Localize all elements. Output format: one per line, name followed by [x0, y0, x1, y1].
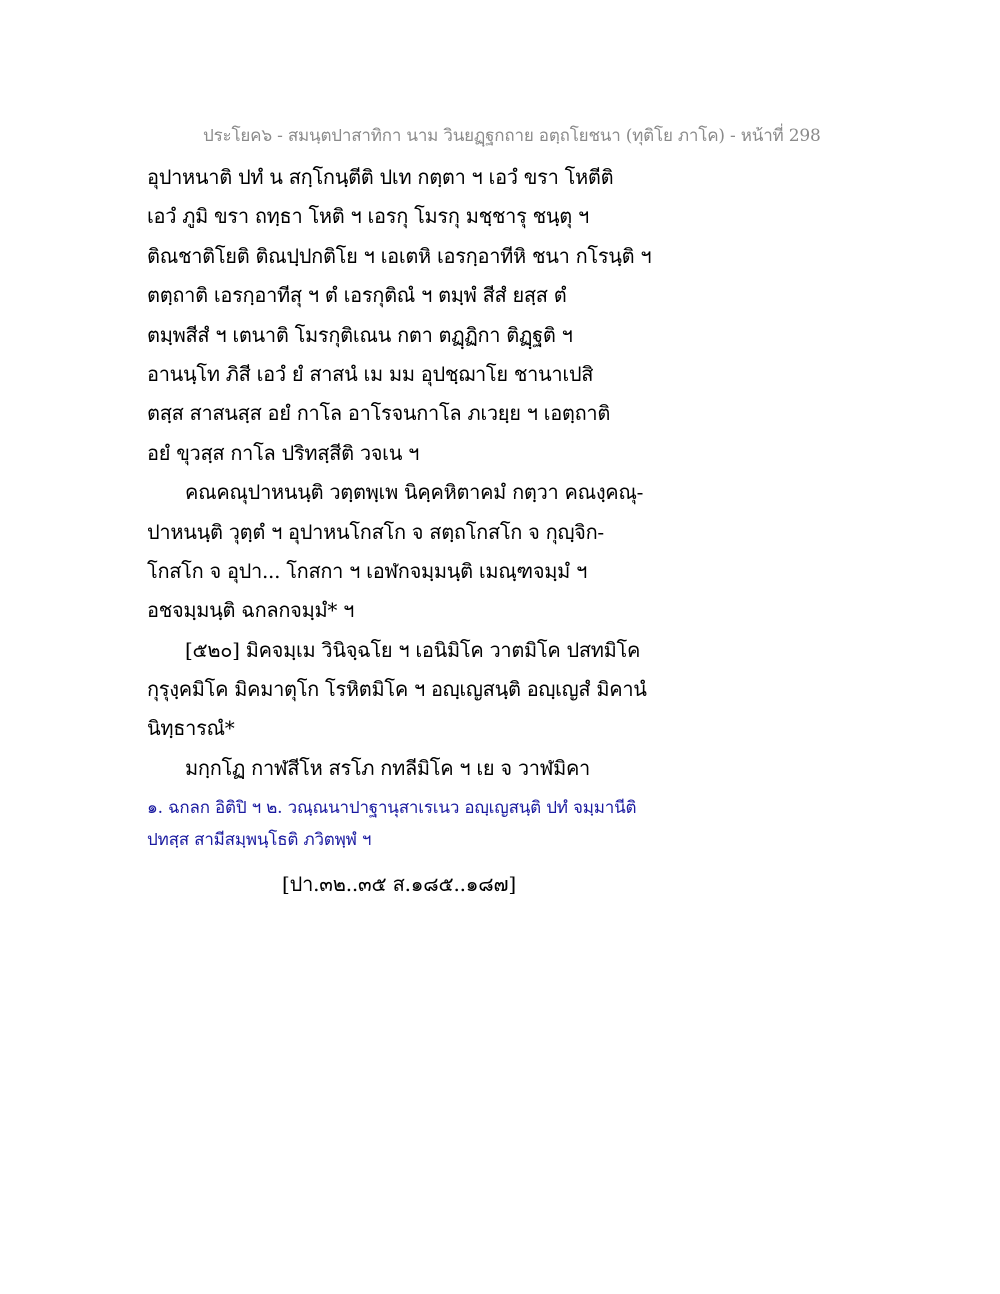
text-line: คณคณุปาหนนฺติ วตฺตพฺเพ นิคฺคหิตาคมํ กตฺวา คณงฺคณุ-	[185, 480, 644, 505]
text-line: เอวํ ภูมิ ขรา ถทฺธา โหติ ฯ เอรกุ โมรกุ มชฺชารุ ชนฺตุ ฯ	[147, 204, 589, 229]
text-line: อุปาหนาติ ปทํ น สกฺโกนฺตีติ ปเท กตฺตา ฯ เอวํ ขรา โหตีติ	[147, 165, 614, 189]
text-line: ติณชาติโยติ ติณปฺปกติโย ฯ เอเตหิ เอรกฺอาทีหิ ชนา กโรนฺติ ฯ	[147, 243, 652, 268]
text-line: อยํ ขุวสฺส กาโล ปริทสฺสีติ วจเน ฯ	[147, 440, 420, 465]
footnote-line: ๑. ฉกลก อิติปิ ฯ ๒. วณฺณนาปาฐานุสาเรเนว อญฺเญสนฺติ ปทํ จมฺมานีติ	[147, 798, 637, 818]
footnote-line: ปทสฺส สามีสมฺพนฺโธติ ภวิตพฺพํ ฯ	[147, 830, 372, 850]
text-line: ตมฺพสีสํ ฯ เตนาติ โมรกุติเณน กตา ตฏฺฏิกา ติฏฺฐติ ฯ	[147, 322, 573, 347]
text-line: อานนฺโท ภิสี เอวํ ยํ สาสนํ เม มม อุปชฺฌาโย ชานาเปสิ	[147, 361, 594, 386]
text-line: นิทฺธารณํ*	[147, 716, 235, 741]
text-line: อชจมฺมนฺติ ฉกลกจมฺมํ* ฯ	[147, 598, 355, 623]
text-line: กุรุงฺคมิโค มิคมาตุโก โรหิตมิโค ฯ อญฺเญสนฺติ อญฺเญสํ มิคานํ	[147, 677, 647, 702]
footnotes	[147, 792, 847, 856]
text-line: ปาหนนฺติ วุตฺตํ ฯ อุปาหนโกสโก จ สตฺถโกสโก จ กุญฺจิก-	[147, 519, 604, 544]
text-line: [๕๒๐] มิคจมฺเม วินิจฺฉโย ฯ เอนิมิโค วาตมิโค ปสทมิโค	[185, 637, 641, 662]
main-text	[147, 158, 847, 788]
page-header: ประโยค๖ - สมนฺตปาสาทิกา นาม วินยฏฺฐกถาย อตฺถโยชนา (ทุติโย ภาโค) - หน้าที่ 298	[203, 126, 821, 146]
page-reference: [ปา.๓๒..๓๕ ส.๑๘๕..๑๘๗]	[282, 872, 516, 896]
text-line: ตตฺถาติ เอรกฺอาทีสุ ฯ ตํ เอรกุติณํ ฯ ตมฺพํ สีสํ ยสฺส ตํ	[147, 283, 567, 308]
text-line: มกฺกโฏ กาฬสีโห สรโภ กทลีมิโค ฯ เย จ วาฬมิคา	[185, 755, 590, 780]
text-line: โกสโก จ อุปา... โกสกา ฯ เอฬกจมฺมนฺติ เมณฺฑจมฺมํ ฯ	[147, 558, 588, 583]
text-line: ตสฺส สาสนสฺส อยํ กาโล อาโรจนกาโล ภเวยฺย ฯ เอตฺถาติ	[147, 401, 611, 426]
